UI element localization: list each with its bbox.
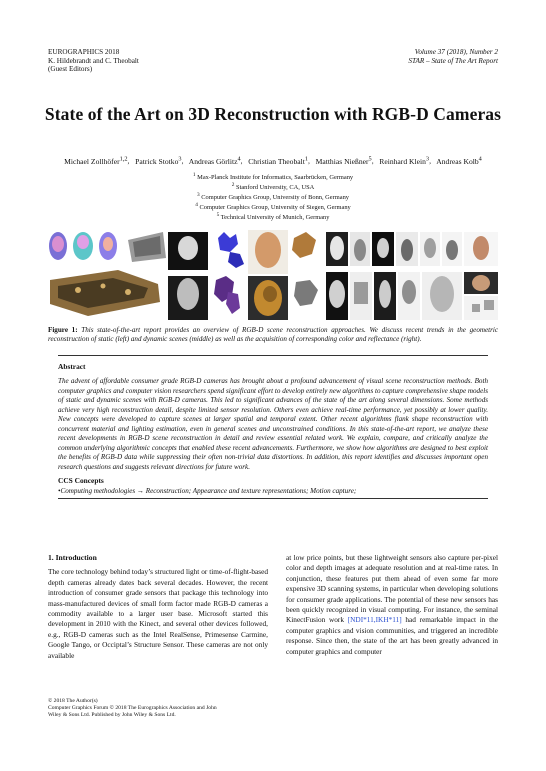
teaser-figure <box>48 228 498 324</box>
figure-label: Figure 1: <box>48 326 78 334</box>
affiliation: $^4$ Computer Graphics Group, University of Siegen, Germany <box>195 201 351 211</box>
citation-link[interactable]: [NDI*11,IKH*11] <box>347 615 402 625</box>
section-heading: 1. Introduction <box>48 553 97 562</box>
affiliation: $^2$ Stanford University, CA, USA <box>231 181 315 192</box>
author: Andreas Görlitz$^4$ <box>188 155 241 166</box>
volume-info: Volume 37 (2018), Number 2 <box>414 48 498 56</box>
abstract-box <box>58 355 488 499</box>
conference-name: EUROGRAPHICS 2018 <box>48 48 120 56</box>
journal-header-left <box>48 48 139 74</box>
figure-caption <box>48 326 498 344</box>
affiliation: $^1$ Max-Planck Institute for Informatics, Saarbrücken, Germany <box>192 172 354 182</box>
author: Michael Zollhöfer$^{1,2}$ <box>64 155 128 166</box>
copyright-footer <box>48 698 278 718</box>
dynamic-reconstruction-panel <box>168 230 318 320</box>
report-type: STAR – State of The Art Report <box>408 56 498 65</box>
intro-paragraph-continued-b: had remarkable impact in the computer graphics and vision communities, and triggered an incredible response. Since then, the state of the art has been greatly advanced in computer graphics and computer <box>286 615 498 656</box>
intro-paragraph: The core technology behind today’s structured light or time-of-flight-based depth cameras already dates back several decades. However, the recent introduction of consumer grade sensors that package this technology into mass-manufactured devices of small form factor made RGB-D cameras a commodity available to a larger user base. Microsoft started this development in 2010 with the Kinect, and several other devices followed, e.g., RGB-D cameras such as the Intel RealSense, Primesense Carmine, Google Tango, or Occiptal’s Structure Sensor. These cameras are not only available <box>48 567 268 660</box>
static-reconstruction-panel <box>49 232 166 316</box>
intro-left-column <box>48 553 268 661</box>
ccs-heading: CCS Concepts <box>58 476 104 486</box>
appearance-reconstruction-panel <box>326 232 498 320</box>
author: Andreas Kolb$^4$ <box>436 155 482 166</box>
paper-title: State of the Art on 3D Reconstruction with RGB-D Cameras <box>44 104 502 124</box>
abstract-text: The advent of affordable consumer grade RGB-D cameras has brought about a profound advancement of visual scene reconstruction methods. Both computer graphics and computer vision researchers spend significant effort to develop entirely new algorithms to capture comprehensive shape models of static and dynamic scenes with RGB-D cameras. This led to significant advances of the state of the art along several dimensions. Some methods achieve very high reconstruction detail, despite limited sensor resolution. Others even achieve real-time performance, yet possibly at lower quality. New concepts were developed to capture scenes at larger spatial and temporal extent. Other recent algorithms flank shape reconstruction with concurrent material and lighting estimation, even in general scenes and unconstrained conditions. In this state-of-the-art report, we analyze these recent developments in RGB-D scene reconstruction in detail and review essential related work. We explain, compare, and critically analyze the common underlying algorithmic concepts that enabled these recent advancements. Furthermore, we show how algorithms are designed to best exploit the benefits of RGB-D data while suppressing their often non-trivial data distortions. In addition, this report identifies and discusses important open research questions and suggests relevant directions for future work. <box>58 377 488 471</box>
ccs-concepts: •Computing methodologies → Reconstruction; Appearance and texture representations; Motion capture; <box>58 487 357 496</box>
editors-note: (Guest Editors) <box>48 65 93 74</box>
affiliation: $^5$ Technical University of Munich, Germany <box>216 211 330 221</box>
figure-caption-text: This state-of-the-art report provides an overview of RGB-D scene reconstruction approaches. We discuss recent trends in the geometric reconstruction of static (left) and dynamic scenes (middle) as well as the acquisition of corresponding color and reflectance (right). <box>48 326 498 344</box>
intro-right-column <box>286 553 498 657</box>
author: Christian Theobalt$^1$ <box>248 155 308 166</box>
intro-paragraph-continued: at low price points, but these lightweight sensors also capture per-pixel color and depth images at adequate resolution and at real-time rates. In conjunction, these features put them ahead of even some far more expensive 3D scanning systems, in particular when developing solutions for consumer grade applications. The potential of these new sensors has been quickly recognized in visual computing. For instance, the seminal KinectFusion work <box>286 553 498 625</box>
publisher-line: Wiley & Sons Ltd. Published by John Wiley & Sons Ltd. <box>48 711 176 718</box>
author-list: Michael Zollhöfer$^{1,2}$, Patrick Stotko$^3$, Andreas Görlitz$^4$, Christian Theobalt$^1$, Matthias Nießner$^5$, Reinhard Klein$^3$, Andreas Kolb$^4$ <box>64 155 482 166</box>
editors: K. Hildebrandt and C. Theobalt <box>48 56 139 65</box>
publisher-line: Computer Graphics Forum © 2018 The Eurographics Association and John <box>48 704 217 711</box>
author: Matthias Nießner$^5$ <box>315 155 372 166</box>
journal-header-right <box>408 48 498 65</box>
abstract-heading: Abstract <box>58 362 86 371</box>
author: Reinhard Klein$^3$ <box>379 155 430 166</box>
affiliation: $^3$ Computer Graphics Group, University of Bonn, Germany <box>197 191 349 201</box>
copyright-line: © 2018 The Author(s) <box>48 698 98 704</box>
author: Patrick Stotko$^3$ <box>135 155 182 166</box>
affiliations <box>0 172 546 222</box>
